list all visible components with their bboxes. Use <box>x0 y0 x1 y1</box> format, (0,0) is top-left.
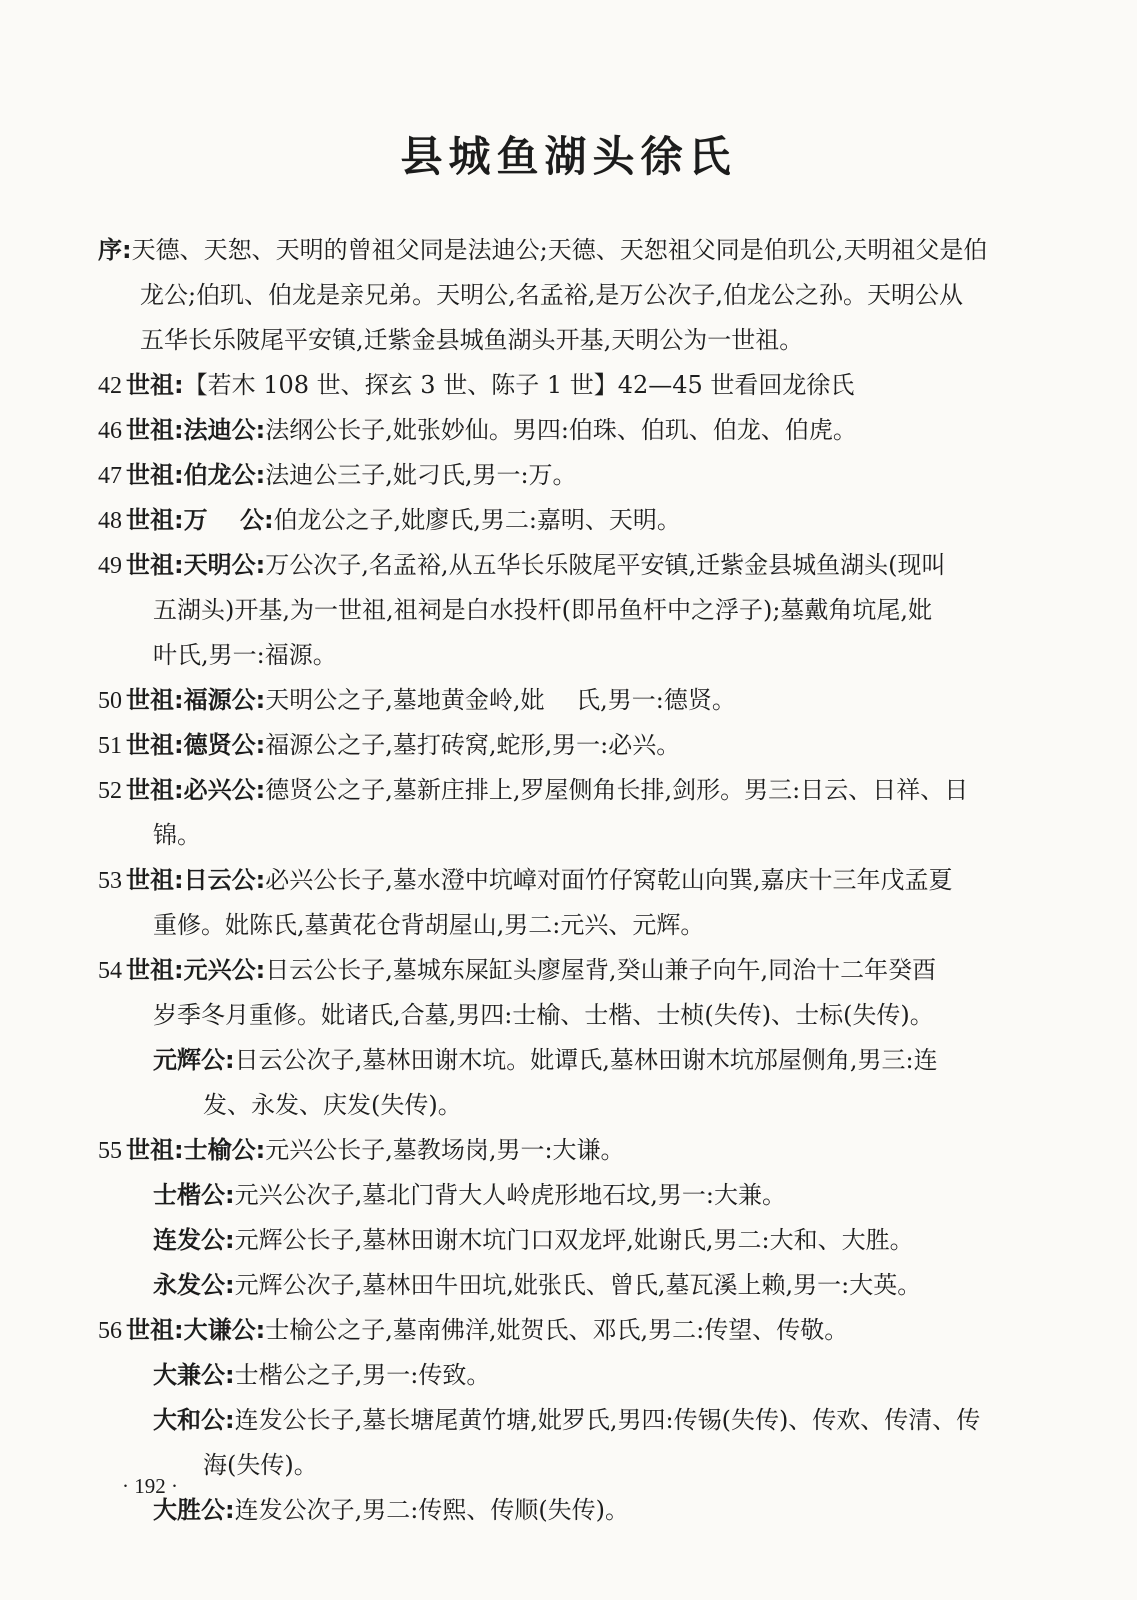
ancestor-name: 必兴公: <box>183 776 266 804</box>
ancestor-name: 元辉公: <box>153 1046 235 1074</box>
generation-entry <box>98 1398 1048 1443</box>
page-number: · 192 · <box>122 1474 178 1498</box>
generation-number: 51 <box>98 733 122 759</box>
generation-label: 世祖: <box>126 551 184 579</box>
preface-line <box>98 228 1048 273</box>
ancestor-name: 永发公: <box>153 1271 235 1299</box>
ancestor-name: 日云公: <box>183 866 266 894</box>
entry-continuation: 锦。 <box>153 821 201 849</box>
entry-continuation: 叶氏,男一:福源。 <box>153 641 337 669</box>
ancestor-name: 法迪公: <box>183 416 266 444</box>
generation-entry <box>98 1038 1048 1083</box>
generation-entry <box>98 408 1048 453</box>
ancestor-name: 福源公: <box>183 686 266 714</box>
generation-entry <box>98 1128 1048 1173</box>
generation-entry <box>98 1218 1048 1263</box>
generation-entry <box>98 453 1048 498</box>
ancestor-name: 士楷公: <box>153 1181 235 1209</box>
generation-number: 52 <box>98 778 122 804</box>
generation-number: 47 <box>98 463 122 489</box>
ancestor-name: 大兼公: <box>153 1361 235 1389</box>
generation-label: 世祖: <box>126 686 184 714</box>
generation-number: 50 <box>98 688 122 714</box>
entry-text: 必兴公长子,墓水澄中坑嶂对面竹仔窝乾山向巽,嘉庆十三年戊孟夏 <box>265 866 953 894</box>
ancestor-name: 士榆公: <box>183 1136 266 1164</box>
ancestor-name: 天明公: <box>183 551 266 579</box>
generation-entry <box>98 1488 1048 1533</box>
entry-text: 伯龙公之子,妣廖氏,男二:嘉明、天明。 <box>273 506 681 534</box>
generation-number: 54 <box>98 958 122 984</box>
generation-label: 世祖: <box>126 776 184 804</box>
entry-text: 元兴公长子,墓教场岗,男一:大谦。 <box>265 1136 625 1164</box>
generation-label: 世祖: <box>126 731 184 759</box>
generation-entry <box>98 858 1048 903</box>
entry-text: 【若木 108 世、探玄 3 世、陈子 1 世】42—45 世看回龙徐氏 <box>183 371 855 399</box>
ancestor-name: 大和公: <box>153 1406 235 1434</box>
entry-text: 天明公之子,墓地黄金岭,妣 氏,男一:德贤。 <box>265 686 736 714</box>
generation-label: 世祖: <box>126 461 184 489</box>
generation-label: 世祖: <box>126 956 184 984</box>
entry-continuation: 重修。妣陈氏,墓黄花仓背胡屋山,男二:元兴、元辉。 <box>153 911 705 939</box>
entry-text: 法迪公三子,妣刁氏,男一:万。 <box>265 461 577 489</box>
ancestor-name: 德贤公: <box>183 731 266 759</box>
generation-number: 53 <box>98 868 122 894</box>
entry-text: 法纲公长子,妣张妙仙。男四:伯珠、伯玑、伯龙、伯虎。 <box>265 416 857 444</box>
generation-entry <box>98 723 1048 768</box>
genealogy-body <box>98 228 1048 1533</box>
generation-number: 48 <box>98 508 122 534</box>
entry-continuation: 岁季冬月重修。妣诸氏,合墓,男四:士榆、士楷、士桢(失传)、士标(失传)。 <box>153 1001 934 1029</box>
preface-label: 序: <box>98 236 132 264</box>
generation-label: 世祖: <box>126 416 184 444</box>
entry-text: 连发公长子,墓长塘尾黄竹塘,妣罗氏,男四:传锡(失传)、传欢、传清、传 <box>234 1406 981 1434</box>
entry-continuation: 海(失传)。 <box>203 1451 318 1479</box>
preface-text: 天德、天恕、天明的曾祖父同是法迪公;天德、天恕祖父同是伯玑公,天明祖父是伯 <box>131 236 988 264</box>
generation-label: 世祖: <box>126 371 184 399</box>
generation-entry <box>98 1173 1048 1218</box>
ancestor-name: 伯龙公: <box>183 461 266 489</box>
entry-text: 德贤公之子,墓新庄排上,罗屋侧角长排,剑形。男三:日云、日祥、日 <box>265 776 969 804</box>
generation-entry <box>98 543 1048 588</box>
generation-number: 42 <box>98 373 122 399</box>
generation-number: 49 <box>98 553 122 579</box>
generation-label: 世祖: <box>126 1136 184 1164</box>
generation-label: 世祖: <box>126 1316 184 1344</box>
entry-text: 日云公长子,墓城东屎缸头廖屋背,癸山兼子向午,同治十二年癸酉 <box>265 956 937 984</box>
generation-entry <box>98 678 1048 723</box>
generation-number: 46 <box>98 418 122 444</box>
generation-label: 世祖: <box>126 866 184 894</box>
entry-text: 日云公次子,墓林田谢木坑。妣谭氏,墓林田谢木坑邡屋侧角,男三:连 <box>234 1046 938 1074</box>
entry-text: 福源公之子,墓打砖窝,蛇形,男一:必兴。 <box>265 731 681 759</box>
generation-entry <box>98 498 1048 543</box>
ancestor-name: 万 公: <box>183 506 274 534</box>
generation-entry <box>98 768 1048 813</box>
generation-entry <box>98 1353 1048 1398</box>
ancestor-name: 元兴公: <box>183 956 266 984</box>
entry-text: 士楷公之子,男一:传致。 <box>234 1361 491 1389</box>
generation-number: 55 <box>98 1138 122 1164</box>
entry-text: 元兴公次子,墓北门背大人岭虎形地石坟,男一:大兼。 <box>234 1181 786 1209</box>
generation-entry <box>98 363 1048 408</box>
ancestor-name: 连发公: <box>153 1226 235 1254</box>
generation-entry <box>98 1263 1048 1308</box>
entry-text: 元辉公长子,墓林田谢木坑门口双龙坪,妣谢氏,男二:大和、大胜。 <box>234 1226 914 1254</box>
preface-line: 五华长乐陂尾平安镇,迁紫金县城鱼湖头开基,天明公为一世祖。 <box>140 326 804 354</box>
ancestor-name: 大谦公: <box>183 1316 266 1344</box>
ancestor-name: 大胜公: <box>153 1496 235 1524</box>
generation-number: 56 <box>98 1318 122 1344</box>
entry-continuation: 发、永发、庆发(失传)。 <box>203 1091 462 1119</box>
generation-entry <box>98 948 1048 993</box>
generation-label: 世祖: <box>126 506 184 534</box>
generation-entry <box>98 1308 1048 1353</box>
entry-continuation: 五湖头)开基,为一世祖,祖祠是白水投杆(即吊鱼杆中之浮子);墓戴角坑尾,妣 <box>153 596 933 624</box>
entry-text: 士榆公之子,墓南佛洋,妣贺氏、邓氏,男二:传望、传敬。 <box>265 1316 849 1344</box>
preface-line: 龙公;伯玑、伯龙是亲兄弟。天明公,名孟裕,是万公次子,伯龙公之孙。天明公从 <box>140 281 963 309</box>
page-title: 县城鱼湖头徐氏 <box>400 132 737 181</box>
entry-text: 元辉公次子,墓林田牛田坑,妣张氏、曾氏,墓瓦溪上赖,男一:大英。 <box>234 1271 922 1299</box>
generation-entries <box>98 363 1048 1533</box>
entry-text: 万公次子,名孟裕,从五华长乐陂尾平安镇,迁紫金县城鱼湖头(现叫 <box>265 551 946 579</box>
entry-text: 连发公次子,男二:传熙、传顺(失传)。 <box>234 1496 630 1524</box>
